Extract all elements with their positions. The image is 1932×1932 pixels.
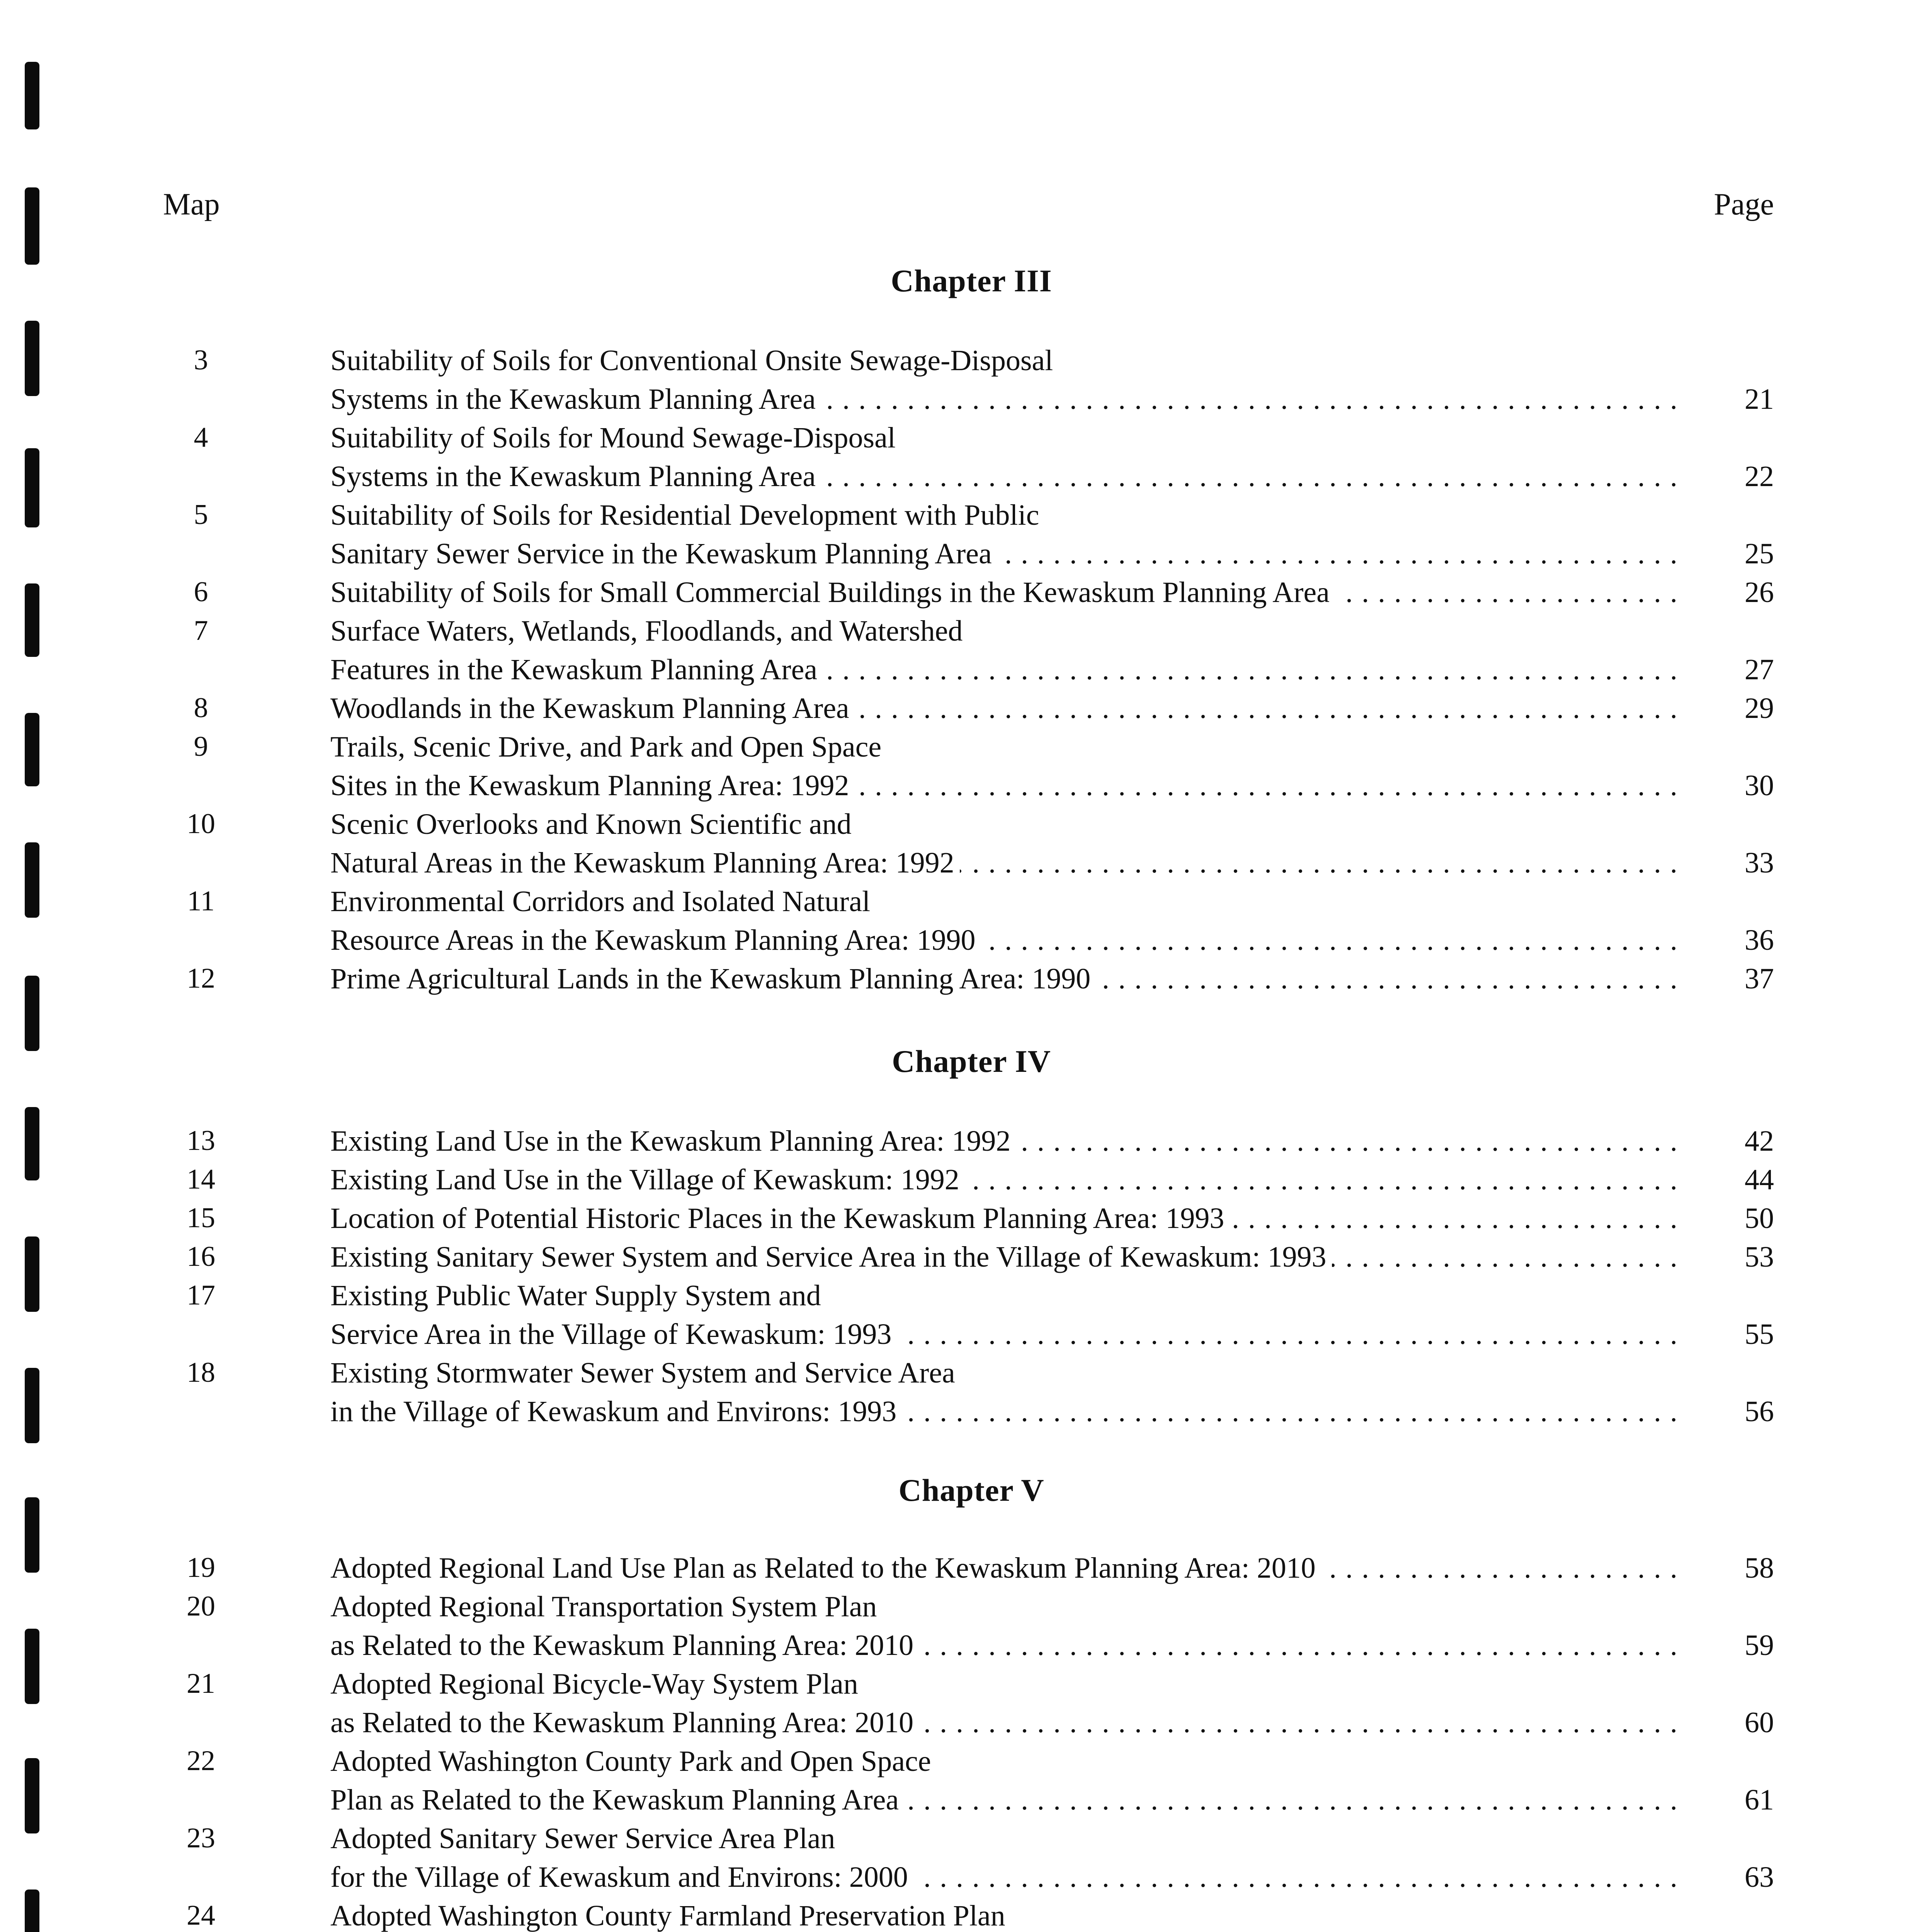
- entry-title-line: Existing Public Water Supply System and: [330, 1279, 1678, 1313]
- map-number: 7: [194, 615, 208, 646]
- map-number: 22: [187, 1745, 215, 1777]
- page-number: 53: [1745, 1241, 1774, 1273]
- entry-title-line: Natural Areas in the Kewaskum Planning Area: 1992 . . .: [330, 846, 1678, 880]
- entry-title-line: Suitability of Soils for Conventional Onsite Sewage-Disposal: [330, 344, 1678, 378]
- binding-hole: [25, 842, 39, 918]
- page-number: 29: [1745, 692, 1774, 724]
- entry-title-line: Sanitary Sewer Service in the Kewaskum Planning Area . . .: [330, 537, 1678, 571]
- entry-title-line: Suitability of Soils for Mound Sewage-Disposal: [330, 421, 1678, 455]
- page-number: 33: [1745, 847, 1774, 879]
- entry-title-line: Adopted Regional Land Use Plan as Related to the Kewaskum Planning Area: 2010 . . .: [330, 1551, 1678, 1585]
- entry-title-line: Plan as Related to the Kewaskum Planning Area . . .: [330, 1783, 1678, 1817]
- page-number: 61: [1745, 1784, 1774, 1816]
- map-number: 16: [187, 1241, 215, 1272]
- chapter-heading: Chapter III: [891, 263, 1052, 298]
- entry-title-line: Existing Land Use in the Village of Kewaskum: 1992 . . .: [330, 1163, 1678, 1197]
- page-number: 60: [1745, 1706, 1774, 1739]
- entry-title-line: Prime Agricultural Lands in the Kewaskum Planning Area: 1990 . . .: [330, 962, 1678, 996]
- entry-title-line: Systems in the Kewaskum Planning Area . . .: [330, 383, 1678, 416]
- entry-title-line: as Related to the Kewaskum Planning Area: 2010 . . .: [330, 1629, 1678, 1662]
- entry-title-line: Scenic Overlooks and Known Scientific and: [330, 808, 1678, 841]
- entry-title-line: Environmental Corridors and Isolated Natural: [330, 885, 1678, 918]
- map-number: 18: [187, 1357, 215, 1388]
- map-number: 19: [187, 1552, 215, 1583]
- chapter-heading: Chapter IV: [892, 1044, 1051, 1079]
- page-number: 36: [1745, 924, 1774, 956]
- map-number: 24: [187, 1900, 215, 1931]
- map-number: 20: [187, 1590, 215, 1622]
- page-number: 42: [1745, 1125, 1774, 1157]
- page-number: 44: [1745, 1163, 1774, 1196]
- entry-title-line: Features in the Kewaskum Planning Area . . .: [330, 653, 1678, 687]
- binding-hole: [25, 448, 39, 527]
- entry-title-line: Existing Land Use in the Kewaskum Planning Area: 1992 . . .: [330, 1124, 1678, 1158]
- entry-title-line: Adopted Washington County Park and Open Space: [330, 1745, 1678, 1778]
- binding-hole: [25, 62, 39, 129]
- binding-hole: [25, 583, 39, 657]
- page-number: 56: [1745, 1395, 1774, 1428]
- entry-title-line: Suitability of Soils for Residential Development with Public: [330, 498, 1678, 532]
- map-number: 9: [194, 731, 208, 762]
- entry-title-line: in the Village of Kewaskum and Environs: 1993 . . .: [330, 1395, 1678, 1429]
- entry-title-line: Suitability of Soils for Small Commercial Buildings in the Kewaskum Planning Area . . .: [330, 576, 1678, 609]
- entry-title-line: Service Area in the Village of Kewaskum: 1993 . . .: [330, 1318, 1678, 1351]
- binding-hole: [25, 976, 39, 1051]
- entry-title-line: Adopted Regional Transportation System Plan: [330, 1590, 1678, 1624]
- binding-hole: [25, 1758, 39, 1833]
- map-number: 10: [187, 808, 215, 840]
- map-number: 23: [187, 1822, 215, 1854]
- entry-title-line: Woodlands in the Kewaskum Planning Area . . .: [330, 692, 1678, 725]
- map-number: 21: [187, 1668, 215, 1699]
- map-number: 15: [187, 1202, 215, 1234]
- page-column-header: Page: [1714, 187, 1774, 221]
- map-number: 13: [187, 1125, 215, 1156]
- chapter-heading: Chapter V: [898, 1473, 1044, 1508]
- binding-hole: [25, 1889, 39, 1932]
- binding-hole: [25, 1629, 39, 1704]
- entry-title-line: Adopted Regional Bicycle-Way System Plan: [330, 1667, 1678, 1701]
- page-number: 21: [1745, 383, 1774, 415]
- map-number: 11: [187, 885, 215, 917]
- page-number: 63: [1745, 1861, 1774, 1893]
- page-number: 55: [1745, 1318, 1774, 1350]
- entry-title-line: as Related to the Kewaskum Planning Area: 2010 . . .: [330, 1706, 1678, 1740]
- entry-title-line: Adopted Sanitary Sewer Service Area Plan: [330, 1822, 1678, 1855]
- binding-hole: [25, 1107, 39, 1180]
- map-number: 17: [187, 1279, 215, 1311]
- entry-title-line: Trails, Scenic Drive, and Park and Open Space: [330, 730, 1678, 764]
- page-number: 25: [1745, 537, 1774, 570]
- map-number: 6: [194, 576, 208, 608]
- entry-title-line: Existing Stormwater Sewer System and Service Area: [330, 1356, 1678, 1390]
- map-number: 8: [194, 692, 208, 724]
- page-number: 22: [1745, 460, 1774, 493]
- page-number: 50: [1745, 1202, 1774, 1235]
- map-number: 14: [187, 1163, 215, 1195]
- binding-hole: [25, 1368, 39, 1443]
- page-number: 26: [1745, 576, 1774, 609]
- entry-title-line: Existing Sanitary Sewer System and Service Area in the Village of Kewaskum: 1993 . . .: [330, 1240, 1678, 1274]
- entry-title-line: Sites in the Kewaskum Planning Area: 1992 . . .: [330, 769, 1678, 803]
- page-number: 58: [1745, 1552, 1774, 1584]
- page-number: 59: [1745, 1629, 1774, 1662]
- map-number: 12: [187, 963, 215, 994]
- binding-hole: [25, 713, 39, 786]
- entry-title-line: Resource Areas in the Kewaskum Planning Area: 1990 . . .: [330, 923, 1678, 957]
- binding-hole: [25, 1236, 39, 1312]
- page-number: 27: [1745, 653, 1774, 686]
- entry-title-line: Surface Waters, Wetlands, Floodlands, and Watershed: [330, 614, 1678, 648]
- binding-hole: [25, 187, 39, 265]
- binding-hole: [25, 321, 39, 396]
- page-number: 37: [1745, 963, 1774, 995]
- entry-title-line: Location of Potential Historic Places in the Kewaskum Planning Area: 1993 . . .: [330, 1202, 1678, 1235]
- entry-title-line: Adopted Washington County Farmland Preservation Plan: [330, 1899, 1678, 1932]
- entry-title-line: Systems in the Kewaskum Planning Area . . .: [330, 460, 1678, 493]
- map-column-header: Map: [163, 187, 220, 221]
- entry-title-line: for the Village of Kewaskum and Environs: 2000 . . .: [330, 1861, 1678, 1894]
- map-number: 3: [194, 344, 208, 376]
- page-number: 30: [1745, 769, 1774, 802]
- map-number: 4: [194, 422, 208, 453]
- map-number: 5: [194, 499, 208, 531]
- binding-hole: [25, 1497, 39, 1573]
